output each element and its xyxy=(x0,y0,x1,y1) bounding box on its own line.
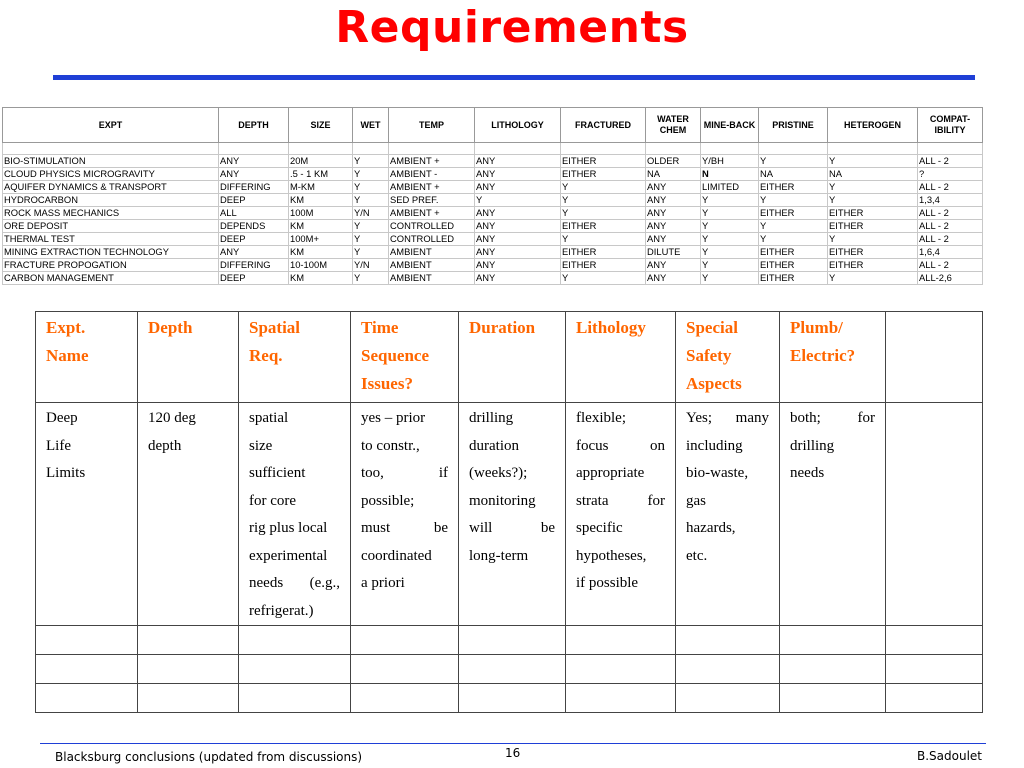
cell-line: to constr., xyxy=(361,437,420,454)
table-cell: KM xyxy=(289,194,353,207)
table-cell: Y xyxy=(701,220,759,233)
table-cell: Y xyxy=(353,194,389,207)
table-row xyxy=(3,194,983,207)
cell-word: be xyxy=(540,520,555,536)
empty-row xyxy=(36,684,983,713)
table-cell: AMBIENT - xyxy=(389,168,475,181)
table-cell xyxy=(676,403,780,626)
table-cell: ALL - 2 xyxy=(918,233,983,246)
table-cell: Y xyxy=(828,233,918,246)
empty-cell xyxy=(676,684,780,713)
table-cell: M-KM xyxy=(289,181,353,194)
footer-author: B.Sadoulet xyxy=(916,749,982,763)
cell-line: coordinated xyxy=(361,547,432,564)
table-row xyxy=(3,155,983,168)
cell-line: rig plus local xyxy=(249,520,328,536)
empty-cell xyxy=(36,626,138,655)
table-cell: Y/BH xyxy=(701,155,759,168)
empty-cell xyxy=(36,684,138,713)
cell-line: drilling xyxy=(790,437,835,454)
table-cell: DEEP xyxy=(219,194,289,207)
table-cell: Y xyxy=(759,194,828,207)
column-header xyxy=(239,312,351,403)
cell-line: experimental xyxy=(249,547,328,564)
empty-cell xyxy=(886,626,983,655)
table-cell: KM xyxy=(289,272,353,285)
column-header: WET xyxy=(353,108,389,143)
column-header: EXPT xyxy=(3,108,219,143)
cell-line: 120 deg xyxy=(148,410,196,426)
table-cell: CONTROLLED xyxy=(389,220,475,233)
empty-cell xyxy=(351,684,459,713)
table-row xyxy=(3,259,983,272)
table-cell: EITHER xyxy=(828,220,918,233)
table-cell: 10-100M xyxy=(289,259,353,272)
table-cell: LIMITED xyxy=(701,181,759,194)
cell-line: depth xyxy=(148,437,182,454)
table-cell: EITHER xyxy=(828,259,918,272)
empty-cell xyxy=(566,655,676,684)
table-row xyxy=(3,168,983,181)
table-spacer-row xyxy=(3,143,983,155)
cell-word: must xyxy=(361,520,391,536)
table-cell: SED PREF. xyxy=(389,194,475,207)
table-row xyxy=(3,246,983,259)
table-cell: ANY xyxy=(475,233,561,246)
table-cell: ALL - 2 xyxy=(918,207,983,220)
table-cell: 1,6,4 xyxy=(918,246,983,259)
page-number: 16 xyxy=(505,746,521,760)
table-cell: Y/N xyxy=(353,207,389,220)
header-line: Sequence xyxy=(361,346,429,365)
table-cell: N xyxy=(701,168,759,181)
column-header: DEPTH xyxy=(219,108,289,143)
column-header: PRISTINE xyxy=(759,108,828,143)
table-cell: Y xyxy=(475,194,561,207)
table-cell: EITHER xyxy=(759,272,828,285)
cell-line xyxy=(361,460,448,488)
header-line: Name xyxy=(46,346,89,365)
table-cell: ORE DEPOSIT xyxy=(3,220,219,233)
experiment-requirements-table xyxy=(35,311,983,713)
empty-cell xyxy=(759,143,828,155)
cell-word: needs xyxy=(249,575,284,591)
table-cell: EITHER xyxy=(561,155,646,168)
table-cell: AMBIENT + xyxy=(389,207,475,220)
empty-cell xyxy=(138,655,239,684)
column-header: SIZE xyxy=(289,108,353,143)
header-line: Spatial xyxy=(249,318,301,337)
empty-cell xyxy=(701,143,759,155)
empty-cell xyxy=(561,143,646,155)
table-cell: Y xyxy=(828,155,918,168)
empty-cell xyxy=(351,655,459,684)
cell-line: Deep xyxy=(46,410,78,426)
header-line: Expt. xyxy=(46,318,86,337)
empty-cell xyxy=(780,684,886,713)
table-cell: Y xyxy=(561,207,646,220)
cell-line: possible; xyxy=(361,492,415,509)
table-cell: ? xyxy=(918,168,983,181)
cell-word: both; xyxy=(790,410,821,426)
column-header xyxy=(780,312,886,403)
cell-line: Life xyxy=(46,437,71,454)
table-cell: ANY xyxy=(475,272,561,285)
header-line: Time xyxy=(361,318,399,337)
header-line: Plumb/ xyxy=(790,318,843,337)
table-cell: ANY xyxy=(646,233,701,246)
table-cell xyxy=(566,403,676,626)
table-cell: EITHER xyxy=(759,207,828,220)
table-cell: EITHER xyxy=(561,220,646,233)
table-cell: AQUIFER DYNAMICS & TRANSPORT xyxy=(3,181,219,194)
column-header xyxy=(36,312,138,403)
empty-cell xyxy=(36,655,138,684)
table-cell: NA xyxy=(759,168,828,181)
table-cell: Y xyxy=(561,272,646,285)
empty-cell xyxy=(676,655,780,684)
requirements-summary-table xyxy=(2,107,983,285)
header-line: Special xyxy=(686,318,738,337)
table-cell: ANY xyxy=(475,220,561,233)
table-cell: EITHER xyxy=(561,168,646,181)
cell-line: Limits xyxy=(46,465,86,481)
cell-word: many xyxy=(735,410,769,426)
empty-row xyxy=(36,626,983,655)
table-cell: DILUTE xyxy=(646,246,701,259)
cell-line: drilling xyxy=(469,410,514,426)
page-title: Requirements xyxy=(335,2,689,53)
table-cell: AMBIENT + xyxy=(389,155,475,168)
header-line: Electric? xyxy=(790,346,856,365)
table-cell: Y xyxy=(561,233,646,246)
table-cell: Y xyxy=(701,233,759,246)
cell-line: monitoring xyxy=(469,492,536,509)
table-cell: AMBIENT xyxy=(389,272,475,285)
table-cell: DIFFERING xyxy=(219,181,289,194)
column-header xyxy=(459,312,566,403)
empty-cell xyxy=(389,143,475,155)
table-row xyxy=(3,207,983,220)
cell-line xyxy=(790,405,875,433)
table-cell: ANY xyxy=(646,220,701,233)
table-cell: KM xyxy=(289,220,353,233)
cell-line xyxy=(576,433,665,461)
table-cell: Y xyxy=(353,181,389,194)
cell-line: gas xyxy=(686,492,706,509)
empty-cell xyxy=(886,684,983,713)
table-header-row xyxy=(36,312,983,403)
table-cell: DIFFERING xyxy=(219,259,289,272)
cell-line: including xyxy=(686,437,743,454)
table-row xyxy=(3,220,983,233)
empty-cell xyxy=(780,655,886,684)
empty-cell xyxy=(3,143,219,155)
header-line: Req. xyxy=(249,346,283,365)
empty-cell xyxy=(780,626,886,655)
cell-line: needs xyxy=(790,465,825,481)
table-cell: FRACTURE PROPOGATION xyxy=(3,259,219,272)
table-cell: ALL-2,6 xyxy=(918,272,983,285)
header-line: Safety xyxy=(686,346,732,365)
table-cell: Y xyxy=(561,194,646,207)
table-cell: KM xyxy=(289,246,353,259)
table-cell: CONTROLLED xyxy=(389,233,475,246)
empty-cell xyxy=(239,684,351,713)
table-cell xyxy=(239,403,351,626)
table-cell: Y xyxy=(353,233,389,246)
table-cell: ALL - 2 xyxy=(918,155,983,168)
table-cell: AMBIENT + xyxy=(389,181,475,194)
table-row xyxy=(3,272,983,285)
table-cell: .5 - 1 KM xyxy=(289,168,353,181)
cell-line xyxy=(249,570,340,598)
table-cell: Y xyxy=(701,194,759,207)
table-cell: Y xyxy=(353,168,389,181)
empty-cell xyxy=(475,143,561,155)
cell-line: spatial xyxy=(249,410,289,426)
empty-cell xyxy=(138,626,239,655)
empty-cell xyxy=(646,143,701,155)
table-cell: Y xyxy=(353,272,389,285)
empty-cell xyxy=(138,684,239,713)
table-cell: DEEP xyxy=(219,272,289,285)
cell-word: too, xyxy=(361,465,384,481)
table-cell: ANY xyxy=(646,181,701,194)
cell-line xyxy=(361,515,448,543)
table-cell: CARBON MANAGEMENT xyxy=(3,272,219,285)
table-cell: Y xyxy=(759,155,828,168)
table-cell: ANY xyxy=(475,155,561,168)
table-cell: ANY xyxy=(646,207,701,220)
cell-word: Yes; xyxy=(686,410,712,426)
cell-line xyxy=(576,488,665,516)
cell-word: for xyxy=(647,492,665,509)
column-header xyxy=(566,312,676,403)
footer-caption: Blacksburg conclusions (updated from discussions) xyxy=(55,750,363,764)
cell-word: focus xyxy=(576,437,609,454)
cell-line: duration xyxy=(469,437,519,454)
table-row xyxy=(3,181,983,194)
column-header: COMPAT-IBILITY xyxy=(918,108,983,143)
empty-cell xyxy=(459,626,566,655)
cell-line: specific xyxy=(576,520,623,536)
cell-line: size xyxy=(249,437,273,454)
table-cell: ANY xyxy=(475,181,561,194)
table-cell: EITHER xyxy=(561,246,646,259)
cell-line: for core xyxy=(249,492,297,509)
table-cell: Y xyxy=(828,181,918,194)
cell-word: on xyxy=(650,437,665,454)
table-cell: EITHER xyxy=(828,207,918,220)
table-cell: ANY xyxy=(646,259,701,272)
table-cell: DEPENDS xyxy=(219,220,289,233)
table-cell: HYDROCARBON xyxy=(3,194,219,207)
table-cell: OLDER xyxy=(646,155,701,168)
table-cell: BIO-STIMULATION xyxy=(3,155,219,168)
empty-cell xyxy=(353,143,389,155)
cell-line: (weeks?); xyxy=(469,465,528,481)
table-cell xyxy=(351,403,459,626)
table-cell: EITHER xyxy=(828,246,918,259)
table-cell: EITHER xyxy=(759,246,828,259)
cell-word: for xyxy=(857,410,875,426)
cell-word: if xyxy=(438,465,448,481)
table-cell: ANY xyxy=(219,246,289,259)
table-cell: NA xyxy=(646,168,701,181)
cell-line: long-term xyxy=(469,547,529,564)
column-header: TEMP xyxy=(389,108,475,143)
table-cell: Y xyxy=(701,246,759,259)
table-cell: DEEP xyxy=(219,233,289,246)
table-cell: EITHER xyxy=(759,259,828,272)
column-header xyxy=(138,312,239,403)
cell-line: flexible; xyxy=(576,410,626,426)
cell-line: yes – prior xyxy=(361,410,426,426)
header-line: Depth xyxy=(148,318,193,337)
column-header xyxy=(351,312,459,403)
table-cell xyxy=(780,403,886,626)
empty-cell xyxy=(918,143,983,155)
empty-cell xyxy=(289,143,353,155)
table-cell: ANY xyxy=(646,194,701,207)
table-header-row xyxy=(3,108,983,143)
table-cell: ANY xyxy=(475,207,561,220)
table-cell: Y/N xyxy=(353,259,389,272)
cell-line: hazards, xyxy=(686,520,736,536)
cell-line: refrigerat.) xyxy=(249,602,314,619)
cell-line: appropriate xyxy=(576,465,645,481)
table-cell: 100M+ xyxy=(289,233,353,246)
title-divider xyxy=(53,75,975,80)
column-header: FRACTURED xyxy=(561,108,646,143)
empty-cell xyxy=(566,684,676,713)
table-cell: Y xyxy=(759,220,828,233)
table-cell: AMBIENT xyxy=(389,246,475,259)
table-cell: Y xyxy=(701,207,759,220)
table-cell: NA xyxy=(828,168,918,181)
empty-cell xyxy=(459,655,566,684)
empty-cell xyxy=(459,684,566,713)
table-cell: ANY xyxy=(475,168,561,181)
empty-row xyxy=(36,655,983,684)
table-cell: ANY xyxy=(475,246,561,259)
header-line: Issues? xyxy=(361,374,413,393)
table-cell: 100M xyxy=(289,207,353,220)
table-cell: EITHER xyxy=(561,259,646,272)
cell-line: sufficient xyxy=(249,465,306,481)
table-cell xyxy=(459,403,566,626)
column-header xyxy=(676,312,780,403)
empty-cell xyxy=(566,626,676,655)
cell-line: etc. xyxy=(686,547,708,564)
table-cell xyxy=(36,403,138,626)
table-cell: Y xyxy=(561,181,646,194)
table-cell: ALL - 2 xyxy=(918,220,983,233)
table-cell: 20M xyxy=(289,155,353,168)
table-cell: ALL xyxy=(219,207,289,220)
column-header xyxy=(886,312,983,403)
table-cell: ANY xyxy=(219,168,289,181)
table-cell: ALL - 2 xyxy=(918,259,983,272)
cell-line: bio-waste, xyxy=(686,465,749,481)
column-header: LITHOLOGY xyxy=(475,108,561,143)
table-cell: Y xyxy=(353,220,389,233)
cell-word: (e.g., xyxy=(309,575,340,591)
empty-cell xyxy=(219,143,289,155)
cell-line: a priori xyxy=(361,575,405,591)
empty-cell xyxy=(239,655,351,684)
table-cell: Y xyxy=(353,155,389,168)
footer-divider xyxy=(40,743,986,744)
header-line: Aspects xyxy=(686,374,742,393)
table-cell: ALL - 2 xyxy=(918,181,983,194)
cell-word: will xyxy=(469,520,493,536)
empty-cell xyxy=(886,655,983,684)
cell-word: be xyxy=(433,520,448,536)
table-cell: ANY xyxy=(219,155,289,168)
table-cell xyxy=(138,403,239,626)
table-row xyxy=(36,403,983,626)
table-cell: Y xyxy=(701,259,759,272)
table-cell: AMBIENT xyxy=(389,259,475,272)
cell-line: hypotheses, xyxy=(576,547,647,564)
table-cell xyxy=(886,403,983,626)
table-cell: EITHER xyxy=(759,181,828,194)
cell-line: if possible xyxy=(576,575,639,591)
cell-line xyxy=(686,405,769,433)
table-cell: ANY xyxy=(475,259,561,272)
table-cell: Y xyxy=(701,272,759,285)
column-header: MINE-BACK xyxy=(701,108,759,143)
table-cell: CLOUD PHYSICS MICROGRAVITY xyxy=(3,168,219,181)
header-line: Lithology xyxy=(576,318,646,337)
table-cell: ROCK MASS MECHANICS xyxy=(3,207,219,220)
column-header: HETEROGEN xyxy=(828,108,918,143)
table-cell: Y xyxy=(828,194,918,207)
empty-cell xyxy=(351,626,459,655)
table-row xyxy=(3,233,983,246)
column-header: WATER CHEM xyxy=(646,108,701,143)
table-cell: MINING EXTRACTION TECHNOLOGY xyxy=(3,246,219,259)
empty-cell xyxy=(239,626,351,655)
table-cell: Y xyxy=(353,246,389,259)
table-cell: THERMAL TEST xyxy=(3,233,219,246)
header-line: Duration xyxy=(469,318,536,337)
cell-line xyxy=(469,515,555,543)
table-cell: Y xyxy=(828,272,918,285)
cell-word: strata xyxy=(576,492,609,509)
table-cell: Y xyxy=(759,233,828,246)
table-cell: 1,3,4 xyxy=(918,194,983,207)
empty-cell xyxy=(676,626,780,655)
empty-cell xyxy=(828,143,918,155)
table-cell: ANY xyxy=(646,272,701,285)
